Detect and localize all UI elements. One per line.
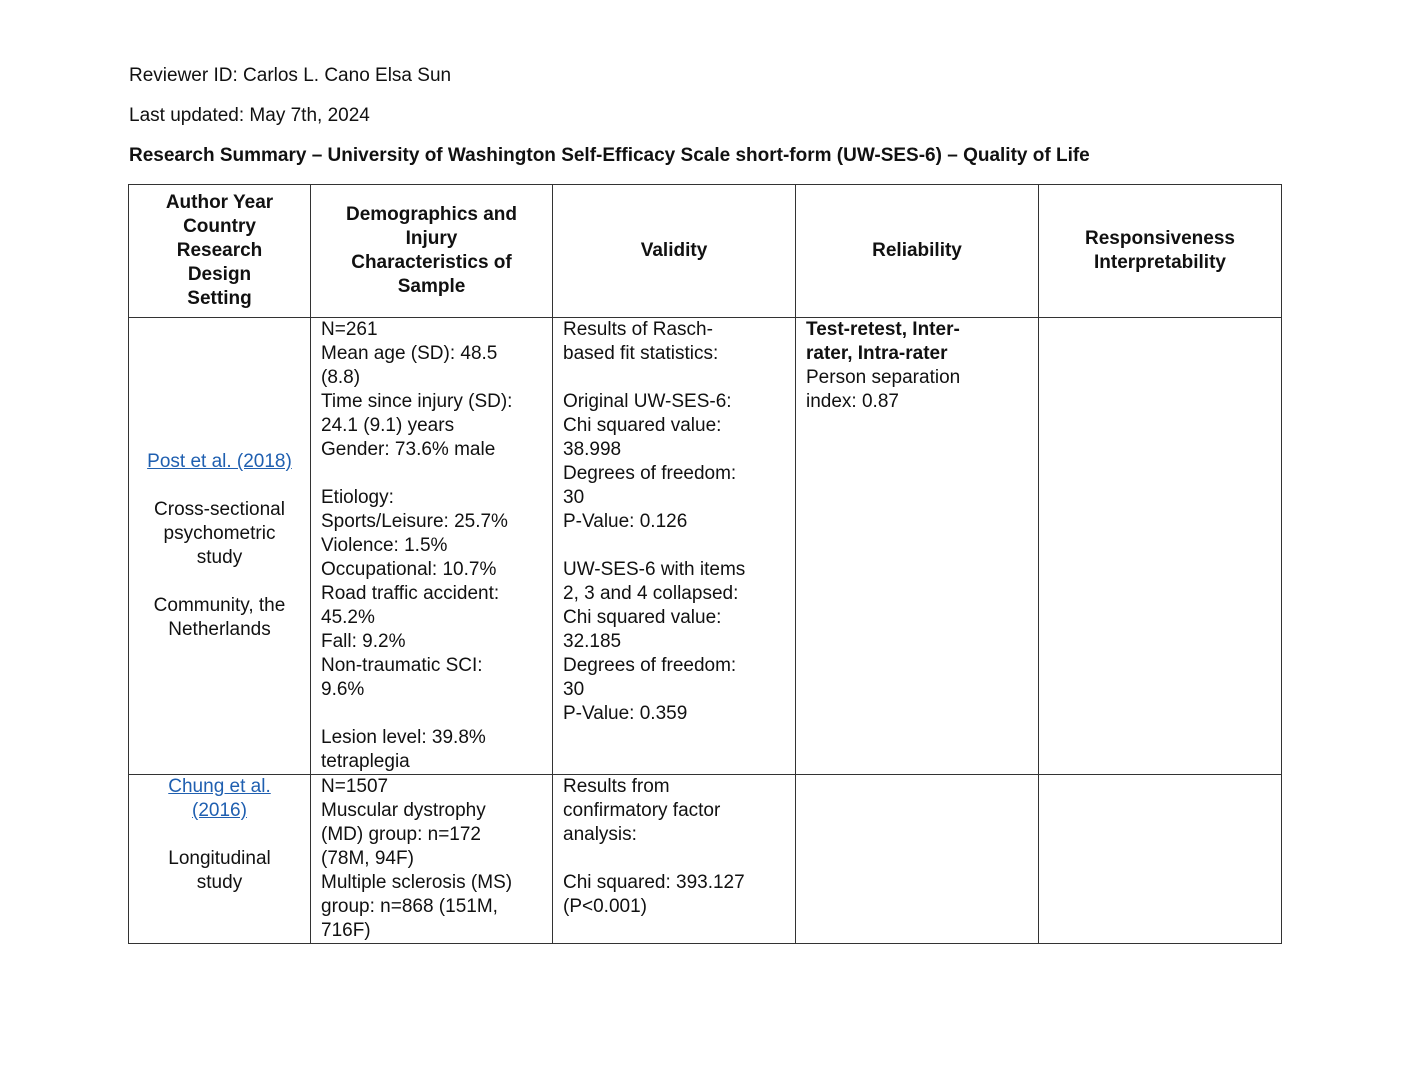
header-demographics-line: Injury — [405, 228, 458, 249]
study-author-cell — [129, 318, 311, 775]
cell-line: Results of Rasch- — [563, 319, 713, 340]
header-reliability: Reliability — [796, 185, 1039, 318]
cell-line: Multiple sclerosis (MS) — [321, 872, 513, 893]
cell-line: Road traffic accident: — [321, 583, 500, 604]
reliability-cell — [796, 318, 1039, 775]
design-line: study — [196, 872, 243, 893]
table-header-row — [129, 185, 1282, 318]
reliability-cell — [796, 775, 1039, 944]
cell-line — [563, 366, 785, 390]
cell-line: based fit statistics: — [563, 343, 719, 364]
reliability-heading: rater, Intra-rater — [806, 343, 948, 364]
last-updated: Last updated: May 7th, 2024 — [129, 105, 370, 126]
document-title: Research Summary – University of Washington Self-Efficacy Scale short-form (UW-SES-6) – Quality of Life — [129, 145, 1090, 166]
study-link-post-2018[interactable]: Post et al. (2018) — [147, 451, 292, 472]
cell-line: Original UW-SES-6: — [563, 391, 732, 412]
cell-line — [321, 462, 542, 486]
header-interpretability-line: Interpretability — [1094, 252, 1226, 273]
cell-line: Degrees of freedom: — [563, 655, 737, 676]
header-validity: Validity — [553, 185, 796, 318]
header-responsiveness-line: Responsiveness — [1085, 228, 1235, 249]
research-summary-table — [128, 184, 1282, 944]
header-responsiveness — [1039, 185, 1282, 318]
cell-line: Results from — [563, 776, 670, 797]
cell-line: (8.8) — [321, 367, 361, 388]
design-line: study — [196, 547, 243, 568]
reliability-line: index: 0.87 — [806, 391, 899, 412]
blank-line — [139, 823, 300, 847]
setting-line: Community, the — [153, 595, 286, 616]
cell-line: P-Value: 0.126 — [563, 511, 688, 532]
cell-line: tetraplegia — [321, 751, 410, 772]
cell-line: (P<0.001) — [563, 896, 647, 917]
study-author-cell — [129, 775, 311, 944]
cell-line — [563, 534, 785, 558]
study-link-chung-2016-year[interactable]: (2016) — [192, 800, 247, 821]
cell-line: UW-SES-6 with items — [563, 559, 746, 580]
cell-line: group: n=868 (151M, — [321, 896, 498, 917]
responsiveness-cell — [1039, 318, 1282, 775]
reliability-heading: Test-retest, Inter- — [806, 319, 960, 340]
cell-line: 716F) — [321, 920, 371, 941]
header-author-line: Author Year — [165, 192, 274, 213]
cell-line: 45.2% — [321, 607, 375, 628]
header-demographics — [311, 185, 553, 318]
demographics-cell — [311, 318, 553, 775]
header-demographics-line: Demographics and — [345, 204, 518, 225]
cell-line: confirmatory factor — [563, 800, 721, 821]
cell-line: Chi squared: 393.127 — [563, 872, 745, 893]
study-link-chung-2016[interactable]: Chung et al. — [168, 776, 271, 797]
cell-line: Lesion level: 39.8% — [321, 727, 486, 748]
cell-line: P-Value: 0.359 — [563, 703, 688, 724]
cell-line: 24.1 (9.1) years — [321, 415, 455, 436]
header-author-year — [129, 185, 311, 318]
cell-line: Non-traumatic SCI: — [321, 655, 483, 676]
design-line: Longitudinal — [168, 848, 271, 869]
design-line: psychometric — [163, 523, 276, 544]
cell-line: (MD) group: n=172 — [321, 824, 481, 845]
header-demographics-line: Characteristics of — [351, 252, 512, 273]
cell-line: Muscular dystrophy — [321, 800, 486, 821]
header-demographics-line: Sample — [397, 276, 466, 297]
cell-line: 38.998 — [563, 439, 622, 460]
setting-line: Netherlands — [168, 619, 271, 640]
validity-cell — [553, 775, 796, 944]
cell-line: Gender: 73.6% male — [321, 439, 496, 460]
cell-line: Mean age (SD): 48.5 — [321, 343, 498, 364]
reliability-line: Person separation — [806, 367, 961, 388]
cell-line: Occupational: 10.7% — [321, 559, 497, 580]
blank-line — [139, 570, 300, 594]
cell-line: Fall: 9.2% — [321, 631, 406, 652]
header-research-line: Research — [176, 240, 263, 261]
cell-line: 30 — [563, 487, 585, 508]
table-row — [129, 775, 1282, 944]
cell-line: Chi squared value: — [563, 607, 722, 628]
design-line: Cross-sectional — [154, 499, 285, 520]
cell-line: N=261 — [321, 319, 378, 340]
cell-line: 9.6% — [321, 679, 365, 700]
header-design-line: Design — [187, 264, 252, 285]
cell-line — [563, 847, 785, 871]
cell-line: 2, 3 and 4 collapsed: — [563, 583, 739, 604]
header-country-line: Country — [183, 216, 256, 237]
cell-line — [321, 702, 542, 726]
validity-cell — [553, 318, 796, 775]
cell-line: 30 — [563, 679, 585, 700]
cell-line: 32.185 — [563, 631, 622, 652]
blank-line — [139, 474, 300, 498]
cell-line: Etiology: — [321, 487, 394, 508]
header-setting-line: Setting — [187, 288, 252, 309]
demographics-cell — [311, 775, 553, 944]
table-row — [129, 318, 1282, 775]
cell-line: Time since injury (SD): — [321, 391, 513, 412]
cell-line: Sports/Leisure: 25.7% — [321, 511, 508, 532]
cell-line: Violence: 1.5% — [321, 535, 448, 556]
reviewer-id: Reviewer ID: Carlos L. Cano Elsa Sun — [129, 65, 452, 86]
cell-line: N=1507 — [321, 776, 389, 797]
cell-line: Degrees of freedom: — [563, 463, 737, 484]
responsiveness-cell — [1039, 775, 1282, 944]
cell-line: analysis: — [563, 824, 637, 845]
cell-line: (78M, 94F) — [321, 848, 414, 869]
cell-line: Chi squared value: — [563, 415, 722, 436]
